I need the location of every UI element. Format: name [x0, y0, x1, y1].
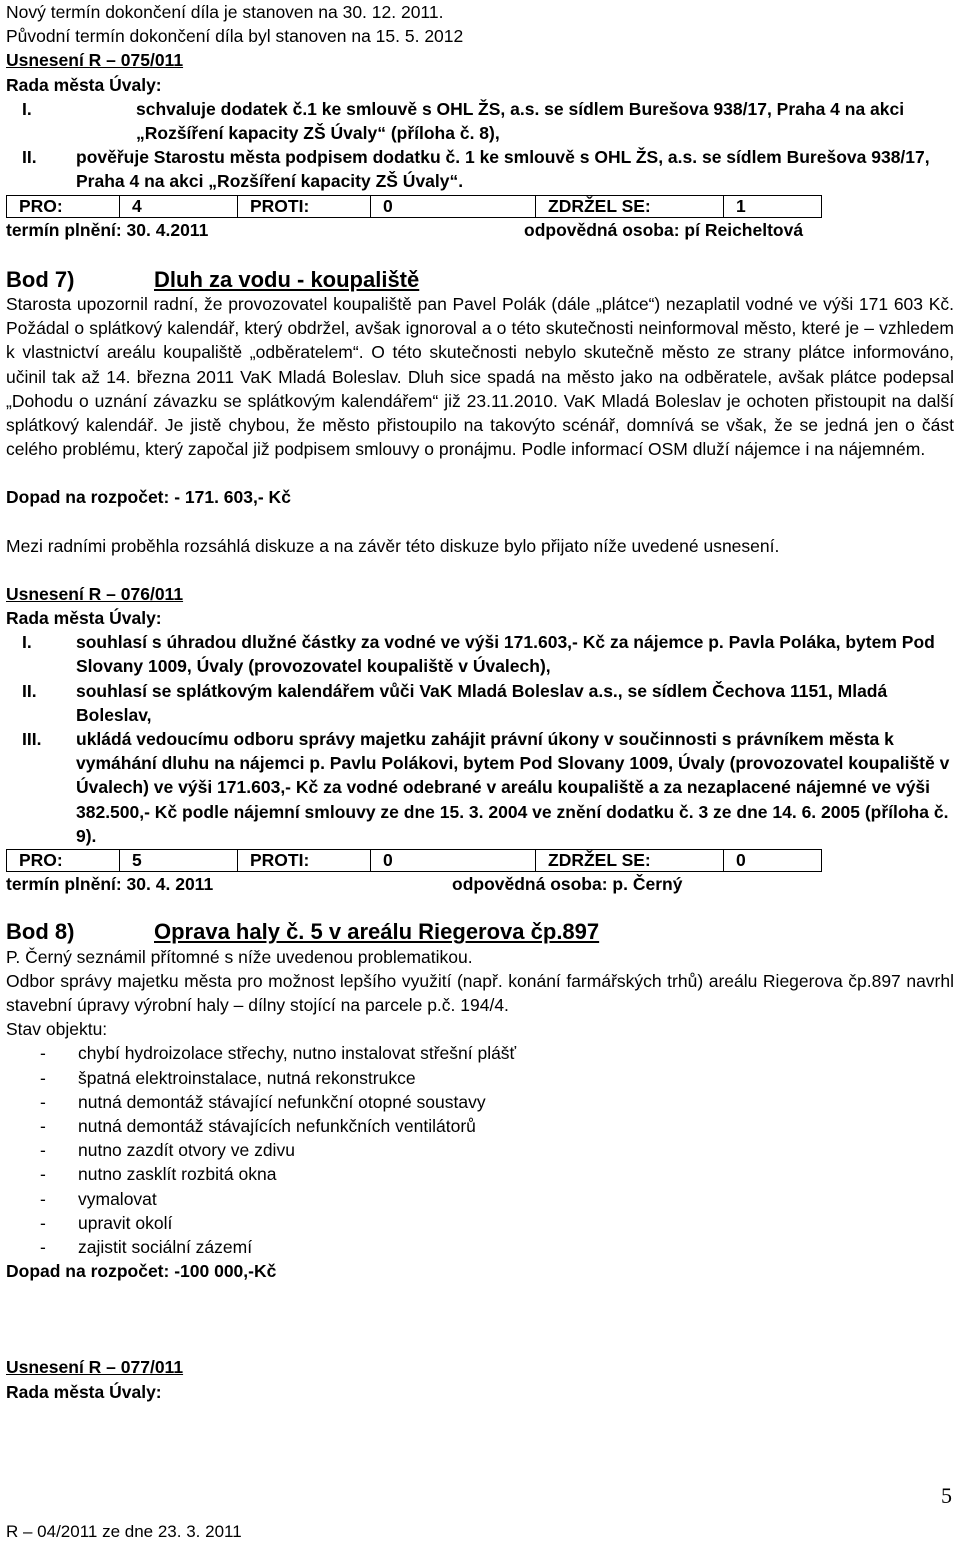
resolution-077 — [6, 1355, 954, 1403]
resolution-item — [6, 97, 954, 145]
vote-proti-label: PROTI: — [238, 850, 371, 872]
item-number: I. — [22, 632, 32, 653]
list-item-text: upravit okolí — [78, 1212, 173, 1233]
item-text: pověřuje Starostu města podpisem dodatku č. 1 ke smlouvě s OHL ŽS, a.s. se sídlem Burešova 938/17, Praha 4 na akci „Rozšíření kapacity ZŠ Úvaly“. — [76, 147, 930, 192]
vote-pro-label: PRO: — [7, 850, 120, 872]
section-number: Bod 7) — [6, 266, 75, 292]
section-paragraph: Starosta upozornil radní, že provozovatel koupaliště pan Pavel Polák (dále „plátce“) nezaplatil vodné ve výši 171 603 Kč. Požádal o splátkový kalendář, který obdržel, avšak ignoroval a o této skutečnosti neinformoval město, které je – vzhledem k vlastnictví areálu koupaliště „odběratelem“. O této skutečnosti nebylo skutečně město ze strany plátce informováno, učinil tak až 14. března 2011 VaK Mladá Boleslav. Dluh sice spadá na město jako na odběratele, avšak plátce podepsal „Dohodu o uznání závazku se splátkovým kalendářem“ již 23.11.2010. VaK Mladá Boleslav je ochoten přistoupit na další splátkový kalendář. Je jistě chybou, že město přistoupilo na takovýto scénář, domnívá se však, že se jedná jen o část celého problému, který započal již podpisem smlouvy o pronájmu. Podle informací OSM dluží nájemce i na nájemném. — [6, 294, 954, 460]
council-label: Rada města Úvaly: — [6, 74, 162, 95]
vote-zdrzel-label: ZDRŽEL SE: — [536, 195, 724, 217]
deadline-row — [6, 218, 954, 242]
page-footer: R – 04/2011 ze dne 23. 3. 2011 — [6, 1522, 242, 1541]
council-label: Rada města Úvaly: — [6, 608, 162, 629]
item-number: II. — [22, 147, 37, 168]
vote-pro-value: 5 — [120, 850, 238, 872]
resolution-label: Usnesení R – 076/011 — [6, 583, 184, 604]
item-number: III. — [22, 729, 42, 750]
vote-zdrzel-value: 0 — [724, 850, 822, 872]
item-text: schvaluje dodatek č.1 ke smlouvě s OHL ŽS, a.s. se sídlem Burešova 938/17, Praha 4 na akci „Rozšíření kapacity ZŠ Úvaly“ (příloha č. 8), — [136, 98, 905, 144]
list-item: - nutno zasklít rozbitá okna — [40, 1162, 954, 1186]
resolution-label: Usnesení R – 075/011 — [6, 50, 184, 71]
list-item: - nutná demontáž stávající nefunkční otopné soustavy — [40, 1090, 954, 1114]
vote-table — [6, 195, 822, 218]
page-number: 5 — [941, 1483, 952, 1508]
document-page — [6, 0, 954, 1404]
list-item-text: zajistit sociální zázemí — [78, 1236, 253, 1257]
list-item: - zajistit sociální zázemí — [40, 1235, 954, 1259]
budget-impact: Dopad na rozpočet: -100 000,-Kč — [6, 1261, 277, 1282]
vote-pro-value: 4 — [120, 195, 238, 217]
section-number: Bod 8) — [6, 919, 75, 945]
list-item-text: špatná elektroinstalace, nutná rekonstrukce — [78, 1067, 416, 1088]
list-item: - špatná elektroinstalace, nutná rekonstrukce — [40, 1066, 954, 1090]
section-title: Dluh za vodu - koupaliště — [154, 266, 420, 292]
resolution-075 — [6, 48, 954, 241]
list-item: - vymalovat — [40, 1187, 954, 1211]
list-item: - nutno zazdít otvory ve zdivu — [40, 1138, 954, 1162]
list-item: - upravit okolí — [40, 1211, 954, 1235]
resolution-item — [6, 679, 954, 727]
resolution-item — [6, 630, 954, 678]
item-text: souhlasí se splátkovým kalendářem vůči VaK Mladá Boleslav a.s., se sídlem Čechova 1151, Mladá Boleslav, — [76, 680, 888, 725]
deadline: termín plnění: 30. 4. 2011 — [6, 874, 214, 895]
section-heading-8 — [6, 920, 954, 944]
vote-proti-label: PROTI: — [238, 195, 371, 217]
resolution-label: Usnesení R – 077/011 — [6, 1357, 184, 1378]
section-intro: P. Černý seznámil přítomné s níže uvedenou problematikou. — [6, 946, 473, 967]
list-item-text: nutno zasklít rozbitá okna — [78, 1164, 277, 1185]
vote-proti-value: 0 — [371, 195, 536, 217]
responsible-person: odpovědná osoba: p. Černý — [452, 874, 683, 895]
list-item-text: chybí hydroizolace střechy, nutno instalovat střešní plášť — [78, 1043, 517, 1064]
item-text: ukládá vedoucímu odboru správy majetku zahájit právní úkony v součinnosti s právníkem města k vymáhání dluhu na nájemci p. Pavlu Polákovi, bytem Pod Slovany 1009, Úvaly (provozovatel koupaliště v Úvalech) ve výši 171.603,- Kč za vodné odebrané v areálu koupaliště a za nezaplacené nájemné ve výši 382.500,- Kč podle nájemní smlouvy ze dne 15. 3. 2004 ve znění dodatku č. 3 ze dne 14. 6. 2005 (příloha č. 9). — [76, 729, 950, 846]
discussion-note: Mezi radními proběhla rozsáhlá diskuze a na závěr této diskuze bylo přijato níže uvedené usnesení. — [6, 535, 780, 556]
object-status-label: Stav objektu: — [6, 1019, 108, 1040]
resolution-item — [6, 145, 954, 193]
object-status-list — [6, 1041, 954, 1259]
vote-zdrzel-value: 1 — [724, 195, 822, 217]
top-line-2: Původní termín dokončení díla byl stanoven na 15. 5. 2012 — [6, 26, 464, 47]
list-item-text: nutná demontáž stávající nefunkční otopné soustavy — [78, 1091, 486, 1112]
item-number: II. — [22, 680, 37, 701]
section-heading-7 — [6, 268, 954, 292]
list-item: - nutná demontáž stávajících nefunkčních ventilátorů — [40, 1114, 954, 1138]
list-item-text: nutno zazdít otvory ve zdivu — [78, 1140, 295, 1161]
vote-zdrzel-label: ZDRŽEL SE: — [536, 850, 724, 872]
council-label: Rada města Úvaly: — [6, 1381, 162, 1402]
responsible-person: odpovědná osoba: pí Reicheltová — [524, 219, 804, 240]
item-number: I. — [22, 98, 32, 119]
deadline-row — [6, 872, 954, 896]
item-text: souhlasí s úhradou dlužné částky za vodné ve výši 171.603,- Kč za nájemce p. Pavla Poláka, bytem Pod Slovany 1009, Úvaly (provozovatel koupaliště v Úvalech), — [76, 632, 935, 677]
deadline: termín plnění: 30. 4.2011 — [6, 219, 209, 240]
section-title: Oprava haly č. 5 v areálu Riegerova čp.897 — [154, 919, 600, 945]
resolution-item — [6, 727, 954, 848]
budget-impact: Dopad na rozpočet: - 171. 603,- Kč — [6, 487, 291, 508]
vote-table — [6, 849, 822, 872]
list-item: - chybí hydroizolace střechy, nutno instalovat střešní plášť — [40, 1041, 954, 1065]
list-item-text: vymalovat — [78, 1188, 157, 1209]
list-item-text: nutná demontáž stávajících nefunkčních ventilátorů — [78, 1115, 476, 1136]
vote-proti-value: 0 — [371, 850, 536, 872]
top-line-1: Nový termín dokončení díla je stanoven na 30. 12. 2011. — [6, 2, 444, 22]
section-paragraph: Odbor správy majetku města pro možnost lepšího využití (např. konání farmářských trhů) areálu Riegerova čp.897 navrhl stavební úpravy výrobní haly – dílny stojící na parcele p.č. 194/4. — [6, 970, 954, 1015]
vote-pro-label: PRO: — [7, 195, 120, 217]
resolution-076 — [6, 582, 954, 896]
